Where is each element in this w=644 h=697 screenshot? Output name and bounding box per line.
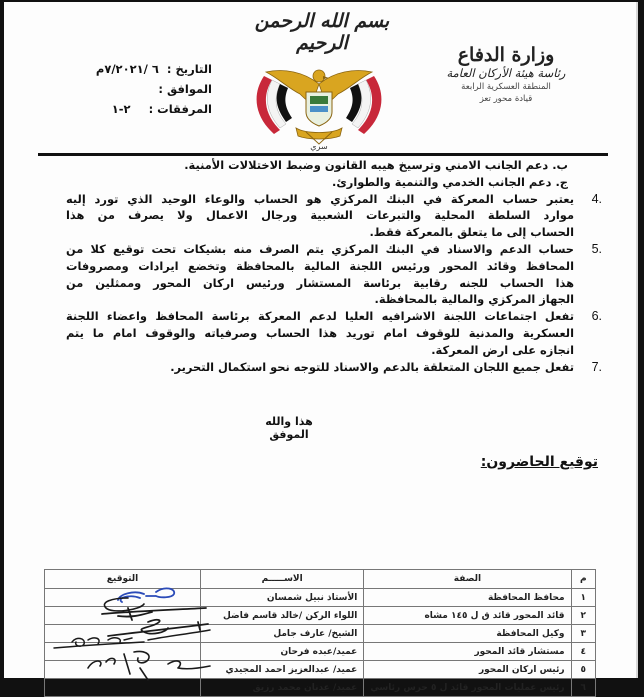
closing-phrase: هذا والله الموفق: [265, 415, 313, 441]
attendees-signature-table: [44, 569, 596, 697]
item-number: 5.: [591, 241, 602, 256]
ministry-header: [436, 44, 576, 105]
attachments-row: [82, 102, 212, 122]
item-number: 7.: [591, 359, 602, 374]
basmala-calligraphy: بسم الله الرحمن الرحيم: [254, 10, 390, 54]
row-signature-cell: [45, 625, 201, 643]
row-title: قائد المحور قائد ق ل ١٤٥ مشاه: [364, 607, 571, 625]
table-header-row: [45, 570, 596, 589]
row-name: عميد/ عبدالعزيز احمد المجيدي: [201, 661, 364, 679]
classification-label: سري: [310, 142, 328, 151]
numbered-item: [44, 191, 604, 241]
column-header-signature: التوقيع: [45, 570, 201, 589]
column-header-number: م: [571, 570, 595, 589]
table-row: [45, 679, 596, 697]
document-body: [44, 157, 604, 375]
column-header-title: الصفة: [364, 570, 571, 589]
military-region-name: المنطقة العسكرية الرابعة: [461, 82, 551, 92]
item-line: تفعل جميع اللجان المتعلقة بالدعم والاسناد للتوجه نحو استكمال التحرير.: [170, 359, 574, 374]
row-name: اللواء الركن /خالد قاسم فاضل: [201, 607, 364, 625]
row-title: وكيل المحافظة: [364, 625, 571, 643]
sub-item-text: دعم الجانب الخدمي والتنمية والطوارئ.: [332, 174, 552, 189]
item-line: العسكرية والمدنية للوقوف امام توريد هذا الحساب وصرفياته والوقوف امام ما يتم: [66, 325, 574, 340]
row-number: ٥: [571, 661, 595, 679]
row-title: مستشار قائد المحور: [364, 643, 571, 661]
sub-item: [44, 174, 604, 191]
yemen-eagle-emblem-icon: [244, 54, 394, 144]
attachments-label: المرفقات :: [148, 102, 212, 116]
row-number: ٢: [571, 607, 595, 625]
sub-item-marker: ج.: [555, 174, 568, 189]
row-name: الشيخ/ عارف جامل: [201, 625, 364, 643]
row-number: ٦: [571, 679, 595, 697]
sub-item-text: دعم الجانب الامني وترسيخ هيبه القانون وضبط الاختلالات الأمنية.: [184, 158, 549, 172]
row-signature-cell: [45, 643, 201, 661]
date-row: [82, 62, 212, 82]
item-line: حساب الدعم والاسناد في البنك المركزي يتم الصرف منه بشيكات تحت توقيع كلا من: [66, 241, 574, 256]
document-meta: [82, 62, 212, 122]
header-divider: [38, 153, 608, 156]
table-row: [45, 661, 596, 679]
date-value: ٦ /٧/٢٠٢١م: [95, 62, 159, 76]
date-label: التاريخ :: [166, 62, 212, 76]
row-name: عميد/عبده فرحان: [201, 643, 364, 661]
row-signature-cell: [45, 589, 201, 607]
row-number: ٣: [571, 625, 595, 643]
table-row: [45, 607, 596, 625]
numbered-item: [44, 241, 604, 308]
item-line: هذا الحساب للجنه رقابية برئاسة المستشار ورئيس اركان المحور وممثلين من: [66, 275, 574, 290]
table-row: [45, 643, 596, 661]
row-signature-cell: [45, 679, 201, 697]
row-title: محافظ المحافظة: [364, 589, 571, 607]
item-line: تفعل اجتماعات اللجنة الاشرافيه العليا لدعم المعركة برئاسة المحافظ واعضاء اللجنة: [66, 309, 574, 324]
row-number: ١: [571, 589, 595, 607]
item-line: الحساب إلى ما يتعلق بالمعركة فقط.: [369, 225, 574, 240]
attachments-value: ٢-١: [111, 102, 131, 116]
numbered-item: [44, 359, 604, 376]
attendees-heading: توقيع الحاضرون:: [480, 454, 598, 470]
item-number: 6.: [591, 309, 602, 324]
corresponding-label: الموافق :: [158, 82, 212, 96]
item-number: 4.: [591, 191, 602, 206]
row-title: رئيس اركان المحور: [364, 661, 571, 679]
item-line: موارد السلطة المحلية والتبرعات الشعبية ورجال الاعمال ولا يصرف من هذا: [66, 208, 574, 223]
column-header-name: الاســـــم: [201, 570, 364, 589]
row-signature-cell: [45, 607, 201, 625]
numbered-item: [44, 308, 604, 358]
page-edge: [636, 2, 638, 678]
sub-item-marker: ب.: [552, 158, 568, 172]
row-name: عميد/ عدنان محمد رزيق: [201, 679, 364, 697]
ministry-name: وزارة الدفاع: [457, 44, 555, 66]
row-signature-cell: [45, 661, 201, 679]
item-line: انجازه على ارض المعركة.: [431, 342, 574, 357]
table-row: [45, 589, 596, 607]
item-line: المحافظ وقائد المحور ورئيس اللجنة المالية بالمحافظة وتخضع ايرادات ومصروفات: [66, 258, 574, 273]
row-title: رئيس عمليات المحور قائد ل ٥ حرس رئاسي: [364, 679, 571, 697]
general-staff-name: رئاسة هيئة الأركان العامة: [446, 66, 566, 80]
row-number: ٤: [571, 643, 595, 661]
row-name: الأستاذ نبيل شمسان: [201, 589, 364, 607]
axis-command-name: قيادة محور تعز: [479, 94, 533, 104]
sub-item: [44, 157, 604, 174]
item-line: يعتبر حساب المعركة في البنك المركزي هو الحساب والوعاء الوحيد الذي تورد إليه: [66, 191, 574, 206]
item-line: الجهاز المركزي والمالية بالمحافظة.: [374, 292, 574, 307]
corresponding-row: [82, 82, 212, 102]
document-page: [4, 2, 638, 693]
table-row: [45, 625, 596, 643]
